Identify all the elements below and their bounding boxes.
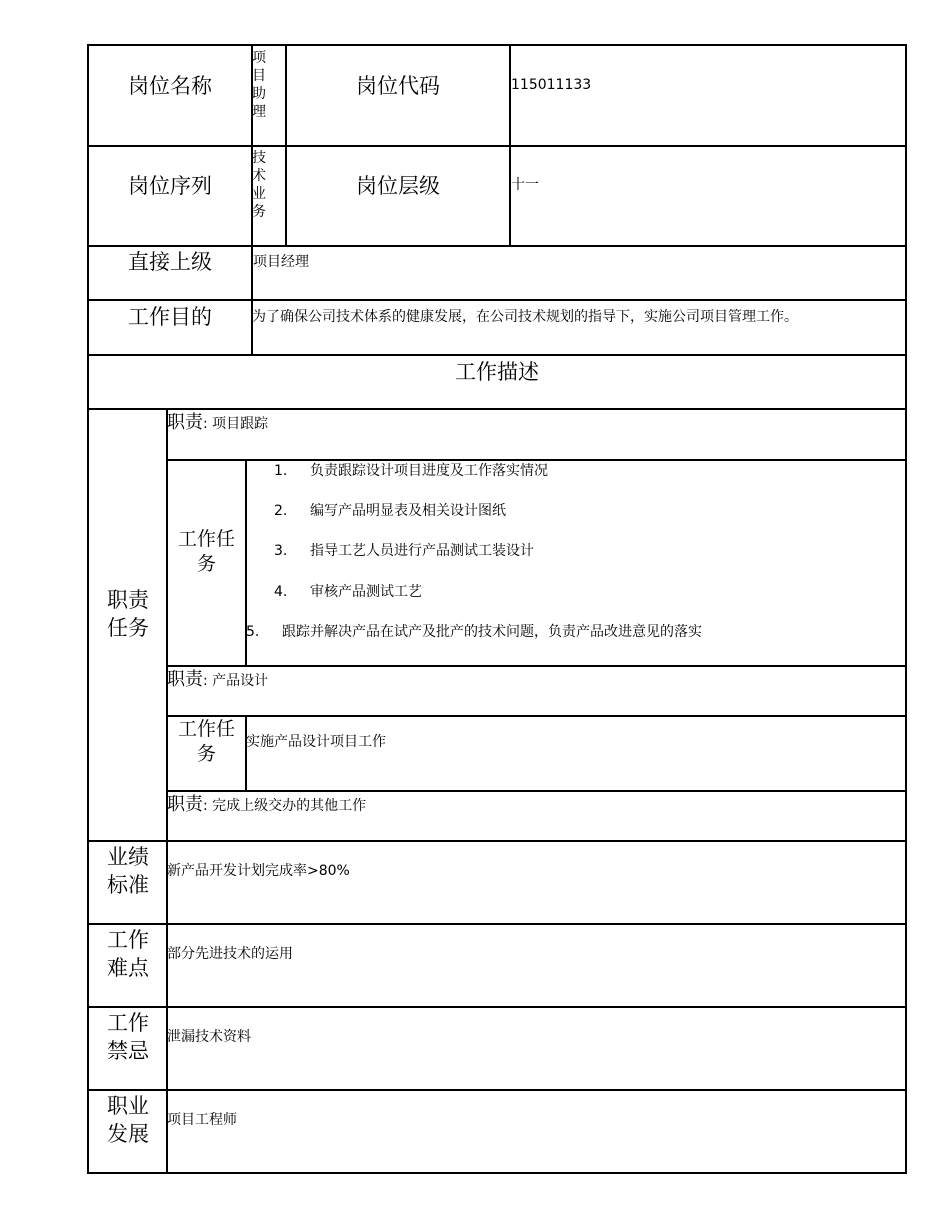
row-divider bbox=[87, 840, 907, 842]
task-item bbox=[246, 623, 702, 641]
task-text: 指导工艺人员进行产品测试工装设计 bbox=[310, 543, 534, 559]
duty-separator: : bbox=[203, 416, 208, 432]
career-value: 项目工程师 bbox=[167, 1112, 237, 1128]
task-number: 1. bbox=[274, 463, 288, 479]
task-label-line1: 工作任 bbox=[177, 528, 235, 550]
position-name-label: 岗位名称 bbox=[128, 74, 212, 98]
table-border-top bbox=[87, 44, 907, 46]
career-label-line1: 职业 bbox=[107, 1094, 149, 1118]
work-task-label bbox=[168, 527, 245, 577]
duties-label-line1: 职责 bbox=[107, 588, 149, 612]
task-number: 3. bbox=[274, 543, 288, 559]
superior-value: 项目经理 bbox=[253, 254, 309, 270]
task-text: 负责跟踪设计项目进度及工作落实情况 bbox=[310, 463, 548, 479]
duty-separator: : bbox=[203, 673, 208, 689]
row-divider bbox=[87, 923, 907, 925]
work-description-heading: 工作描述 bbox=[455, 360, 539, 384]
duties-label-line2: 任务 bbox=[107, 616, 149, 640]
duty-text: 项目跟踪 bbox=[212, 416, 269, 432]
task-number: 4. bbox=[274, 584, 288, 600]
row-divider bbox=[166, 715, 907, 717]
row-divider bbox=[87, 245, 907, 247]
task-label-line2: 务 bbox=[196, 553, 216, 575]
task-item bbox=[274, 542, 534, 560]
superior-label: 直接上级 bbox=[128, 250, 212, 274]
performance-label bbox=[89, 843, 167, 899]
task-label-line2: 务 bbox=[196, 743, 216, 765]
duty-item bbox=[167, 671, 268, 690]
work-purpose-value: 为了确保公司技术体系的健康发展，在公司技术规划的指导下，实施公司项目管理工作。 bbox=[252, 309, 798, 325]
taboo-label-line2: 禁忌 bbox=[107, 1039, 149, 1063]
taboo-label-line1: 工作 bbox=[107, 1011, 149, 1035]
position-code-label: 岗位代码 bbox=[356, 74, 440, 98]
task-text: 编写产品明显表及相关设计图纸 bbox=[310, 503, 506, 519]
row-divider bbox=[166, 459, 907, 461]
task-text: 实施产品设计项目工作 bbox=[246, 734, 386, 750]
duty-key: 职责 bbox=[167, 412, 203, 433]
duty-key: 职责 bbox=[167, 669, 203, 690]
work-purpose-label: 工作目的 bbox=[128, 305, 212, 329]
duties-tasks-label bbox=[89, 586, 167, 642]
duty-item bbox=[167, 414, 268, 433]
col-divider bbox=[509, 44, 511, 246]
position-name-value: 项目助理 bbox=[252, 50, 266, 120]
work-task-label bbox=[168, 717, 245, 767]
career-label bbox=[89, 1092, 167, 1148]
task-item bbox=[246, 733, 386, 751]
row-divider bbox=[87, 299, 907, 301]
duty-separator: : bbox=[203, 798, 208, 814]
difficulty-label-line2: 难点 bbox=[107, 956, 149, 980]
task-label-line1: 工作任 bbox=[177, 718, 235, 740]
row-divider bbox=[87, 408, 907, 410]
duty-item bbox=[167, 796, 366, 815]
position-sequence-label: 岗位序列 bbox=[128, 174, 212, 198]
table-border-bottom bbox=[87, 1172, 907, 1174]
task-item bbox=[274, 502, 506, 520]
row-divider bbox=[87, 354, 907, 356]
career-label-line2: 发展 bbox=[107, 1122, 149, 1146]
task-item bbox=[274, 462, 548, 480]
difficulty-value: 部分先进技术的运用 bbox=[167, 946, 293, 962]
taboo-label bbox=[89, 1009, 167, 1065]
row-divider bbox=[87, 1089, 907, 1091]
task-number: 5. bbox=[246, 624, 260, 640]
performance-label-line2: 标准 bbox=[107, 873, 149, 897]
task-number: 2. bbox=[274, 503, 288, 519]
difficulty-label bbox=[89, 926, 167, 982]
task-item bbox=[274, 583, 422, 601]
duty-text: 产品设计 bbox=[212, 673, 269, 689]
performance-value: 新产品开发计划完成率>80% bbox=[167, 863, 350, 879]
duty-key: 职责 bbox=[167, 794, 203, 815]
table-border-right bbox=[905, 44, 907, 1174]
row-divider bbox=[87, 1006, 907, 1008]
row-divider bbox=[166, 665, 907, 667]
row-divider bbox=[166, 790, 907, 792]
position-level-label: 岗位层级 bbox=[356, 174, 440, 198]
task-text: 跟踪并解决产品在试产及批产的技术问题，负责产品改进意见的落实 bbox=[282, 624, 702, 640]
row-divider bbox=[87, 145, 907, 147]
position-code-value: 115011133 bbox=[511, 77, 592, 93]
position-level-value: 十一 bbox=[511, 177, 539, 193]
position-sequence-value: 技术业务 bbox=[252, 150, 266, 220]
difficulty-label-line1: 工作 bbox=[107, 928, 149, 952]
taboo-value: 泄漏技术资料 bbox=[167, 1029, 251, 1045]
col-divider bbox=[245, 715, 247, 791]
duty-text: 完成上级交办的其他工作 bbox=[212, 798, 367, 814]
performance-label-line1: 业绩 bbox=[107, 845, 149, 869]
task-text: 审核产品测试工艺 bbox=[310, 584, 422, 600]
